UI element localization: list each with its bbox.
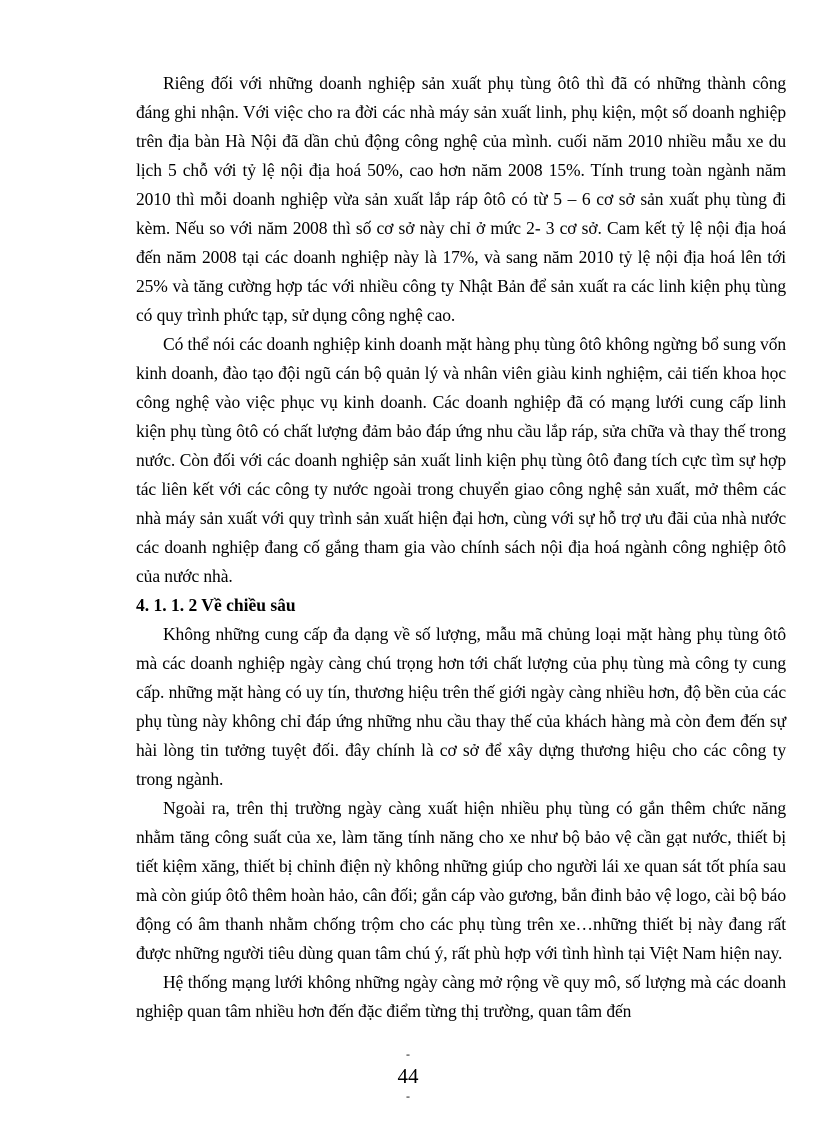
- paragraph-spare-parts-production: Riêng đối với những doanh nghiệp sản xuất phụ tùng ôtô thì đã có những thành công đáng ghi nhận. Với việc cho ra đời các nhà máy sản xuất linh, phụ kiện, một số doanh nghiệp trên địa bàn Hà Nội đã dần chủ động công nghệ của mình. cuối năm 2010 nhiều mẫu xe du lịch 5 chỗ với tỷ lệ nội địa hoá 50%, cao hơn năm 2008 15%. Tính trung toàn ngành năm 2010 thì mỗi doanh nghiệp vừa sản xuất lắp ráp ôtô có từ 5 – 6 cơ sở sản xuất phụ tùng đi kèm. Nếu so với năm 2008 thì số cơ sở này chỉ ở mức 2- 3 cơ sở. Cam kết tỷ lệ nội địa hoá đến năm 2008 tại các doanh nghiệp này là 17%, và sang năm 2010 tỷ lệ nội địa hoá lên tới 25% và tăng cường hợp tác với nhiều công ty Nhật Bản để sản xuất ra các linh kiện phụ tùng có quy trình phức tạp, sử dụng công nghệ cao.: [136, 73, 786, 325]
- body-text: [136, 69, 786, 1026]
- paragraph-business-capacity: Có thể nói các doanh nghiệp kinh doanh mặt hàng phụ tùng ôtô không ngừng bổ sung vốn kinh doanh, đào tạo đội ngũ cán bộ quản lý và nhân viên giàu kinh nghiệm, cải tiến khoa học công nghệ vào việc phục vụ kinh doanh. Các doanh nghiệp đã có mạng lưới cung cấp linh kiện phụ tùng ôtô có chất lượng đảm bảo đáp ứng nhu cầu lắp ráp, sửa chữa và thay thế trong nước. Còn đối với các doanh nghiệp sản xuất linh kiện phụ tùng ôtô đang tích cực tìm sự hợp tác liên kết với các công ty nước ngoài trong chuyển giao công nghệ sản xuất, mở thêm các nhà máy sản xuất với quy trình sản xuất hiện đại hơn, cùng với sự hỗ trợ ưu đãi của nhà nước các doanh nghiệp đang cố gắng tham gia vào chính sách nội địa hoá ngành công nghiệp ôtô của nước nhà.: [136, 334, 786, 586]
- paragraph-quality-focus: Không những cung cấp đa dạng về số lượng, mẫu mã chủng loại mặt hàng phụ tùng ôtô mà các doanh nghiệp ngày càng chú trọng hơn tới chất lượng của phụ tùng mà công ty cung cấp. những mặt hàng có uy tín, thương hiệu trên thế giới ngày càng nhiều hơn, độ bền của các phụ tùng này không chỉ đáp ứng những nhu cầu thay thế của khách hàng mà còn đem đến sự hài lòng tin tưởng tuyệt đối. đây chính là cơ sở để xây dựng thương hiệu cho các công ty trong ngành.: [136, 624, 786, 789]
- section-heading: 4. 1. 1. 2 Về chiều sâu: [136, 595, 296, 615]
- paragraph-functional-accessories: Ngoài ra, trên thị trường ngày càng xuất hiện nhiều phụ tùng có gắn thêm chức năng nhằm tăng công suất của xe, làm tăng tính năng cho xe như bộ bảo vệ cần gạt nước, thiết bị tiết kiệm xăng, thiết bị chỉnh điện nỳ không những giúp cho người lái xe quan sát tốt phía sau mà còn giúp ôtô thêm hoàn hảo, cân đối; gắn cáp vào gương, bắn đinh bảo vệ logo, cài bộ báo động có âm thanh nhằm chống trộm cho các phụ tùng trên xe…những thiết bị này đang rất được những người tiêu dùng quan tâm chú ý, rất phù hợp với tình hình tại Việt Nam hiện nay.: [136, 798, 786, 963]
- footer-dash-bottom: -: [406, 1089, 410, 1103]
- paragraph-network-expansion: Hệ thống mạng lưới không những ngày càng mở rộng về quy mô, số lượng mà các doanh nghiệp quan tâm nhiều hơn đến đặc điểm từng thị trường, quan tâm đến: [136, 972, 786, 1021]
- page-number: 44: [397, 1064, 419, 1088]
- footer-dash-top: -: [406, 1047, 410, 1061]
